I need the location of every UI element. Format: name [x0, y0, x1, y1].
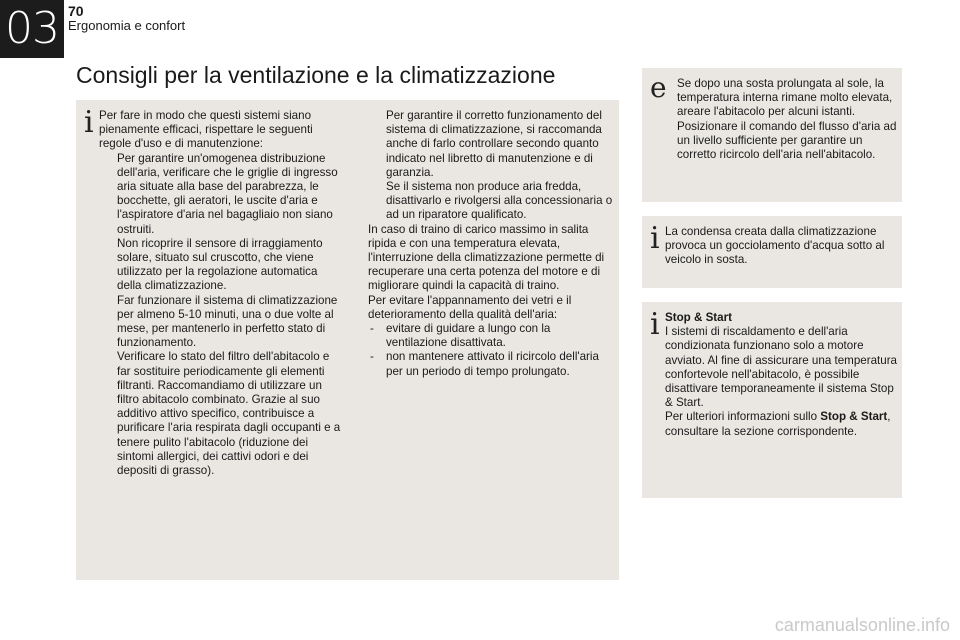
left-column: [99, 109, 344, 478]
main-info-panel: [76, 100, 619, 580]
section-name: Ergonomia e confort: [68, 18, 186, 33]
list-item: - evitare di guidare a lungo con la ventilazione disattivata.: [370, 322, 551, 350]
list-item: Se il sistema non produce aria fredda, disattivarlo e rivolgersi alla concessionaria o ad un riparatore qualificato.: [386, 180, 613, 222]
list-item: Non ricoprire il sensore di irraggiamento solare, situato sul cruscotto, che viene utilizzato per la regolazione automatica della climatizzazione.: [117, 236, 323, 293]
chapter-number: 03: [0, 0, 64, 58]
list-item: Verificare lo stato del filtro dell'abitacolo e far sostituire periodicamente gli elementi filtranti. Raccomandiamo di utilizzare un filtro abitacolo combinato. Grazie al suo additivo attivo specifico, contribuisce a purificare l'aria respirata dagli occupanti e a tenere pulito l'abitacolo (riduzione dei sintomi allergici, dei cattivi odori e dei depositi di grasso).: [117, 350, 341, 478]
dash-mark: -: [370, 322, 374, 336]
watermark: carmanualsonline.info: [774, 615, 950, 635]
condensation-text: La condensa creata dalla climatizzazione provoca un gocciolamento d'acqua sotto al veicolo in sosta.: [665, 225, 885, 267]
stop-start-content: [665, 311, 899, 439]
fogging-paragraph: Per evitare l'appannamento dei vetri e il deterioramento della qualità dell'aria:: [368, 293, 572, 321]
dash-mark: -: [370, 350, 374, 364]
list-item: Per garantire un'omogenea distribuzione dell'aria, verificare che le griglie di ingresso aria situate alla base del parabrezza, le bocchette, gli aeratori, le uscite d'aria e l'aspiratore d'aria nel bagagliaio non siano ostruiti.: [117, 151, 338, 236]
stop-start-panel: [642, 302, 902, 498]
stop-start-reference: Per ulteriori informazioni sullo Stop & Start, consultare la sezione corrispondente.: [665, 410, 891, 438]
info-icon: i: [650, 221, 660, 256]
towing-paragraph: In caso di traino di carico massimo in salita ripida e con una temperatura elevata, l'interruzione della climatizzazione permette di recuperare una certa potenza del motore e di migliorare quindi la capacità di traino.: [368, 222, 605, 293]
list-item: Per garantire il corretto funzionamento del sistema di climatizzazione, si raccomanda anche di farlo controllare secondo quanto indicato nel libretto di manutenzione e di garanzia.: [386, 109, 602, 179]
list-item: - non mantenere attivato il ricircolo dell'aria per un periodo di tempo prolungato.: [370, 350, 599, 378]
page-number: 70: [68, 3, 84, 19]
condensation-panel: [642, 216, 902, 288]
info-icon: i: [84, 105, 94, 140]
right-column: [368, 109, 614, 379]
info-icon: i: [650, 307, 660, 342]
page-title: Consigli per la ventilazione e la climatizzazione: [76, 62, 556, 88]
eco-tip-text: Se dopo una sosta prolungata al sole, la temperatura interna rimane molto elevata, areare l'abitacolo per alcuni istanti. Posizionare il comando del flusso d'aria ad un livello sufficiente per garantire un corretto ricircolo dell'aria nell'abitacolo.: [677, 77, 897, 162]
stop-start-title: Stop & Start: [665, 311, 732, 324]
list-item: Far funzionare il sistema di climatizzazione per almeno 5-10 minuti, una o due volte al mese, per mantenerlo in perfetto stato di funzionamento.: [117, 293, 338, 350]
intro-text: Per fare in modo che questi sistemi siano pienamente efficaci, rispettare le seguenti regole d'uso e di manutenzione:: [99, 109, 313, 151]
eco-icon: e: [650, 71, 667, 104]
eco-tip-panel: [642, 68, 902, 202]
stop-start-text: I sistemi di riscaldamento e dell'aria condizionata funzionano solo a motore avviato. Al fine di assicurare una temperatura confortevole nell'abitacolo, è possibile disattivare temporaneamente il sistema Stop & Start.: [665, 325, 897, 410]
